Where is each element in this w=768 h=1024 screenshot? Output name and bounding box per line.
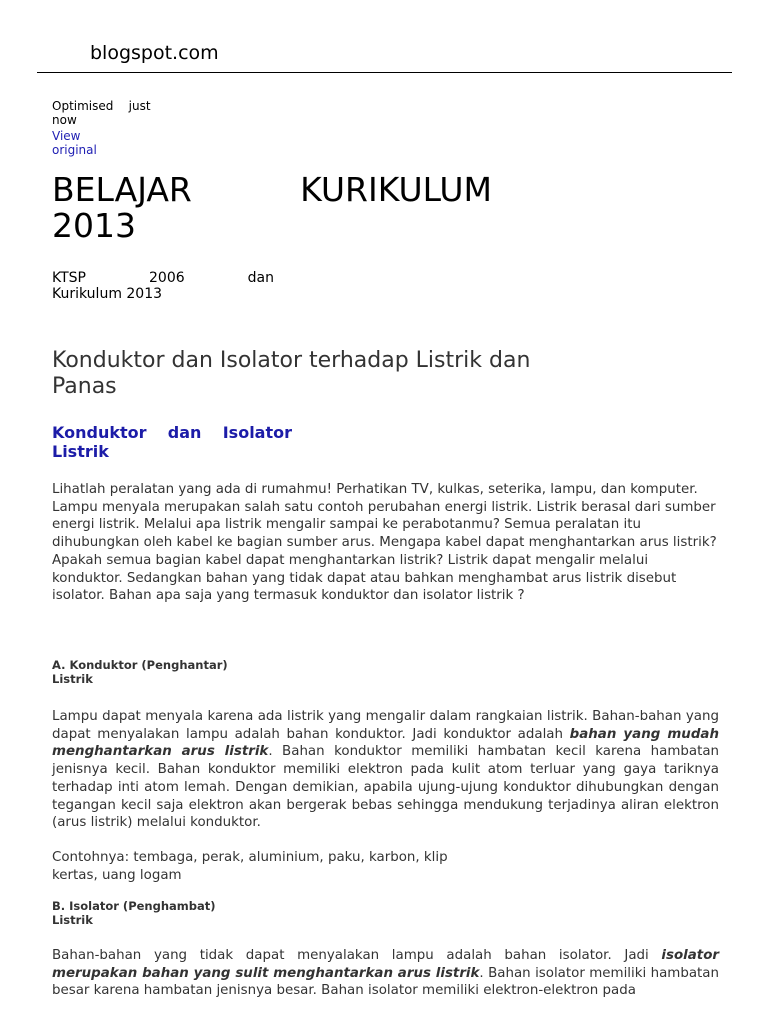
blog-title[interactable] — [52, 172, 492, 244]
blog-title-line2: 2013 — [52, 206, 136, 245]
post-title: Konduktor dan Isolator terhadap Listrik dan Panas — [52, 348, 531, 399]
konduktor-examples: Contohnya: tembaga, perak, aluminium, paku, karbon, klip kertas, uang logam — [52, 850, 448, 883]
isolator-text-1: Bahan-bahan yang tidak dapat menyalakan lampu adalah bahan isolator. Jadi — [52, 948, 662, 963]
konduktor-text-1: Lampu dapat menyala karena ada listrik yang mengalir dalam rangkaian listrik. Bahan-bahan yang dapat menyalakan lampu adalah bahan konduktor. Jadi konduktor adalah — [52, 709, 719, 742]
konduktor-definition: bahan yang mudah menghantarkan arus listrik — [52, 726, 719, 760]
view-original-link[interactable]: View original — [52, 129, 97, 157]
section-heading-line2: Listrik — [52, 442, 109, 461]
isolator-definition: isolator merupakan bahan yang sulit menghantarkan arus listrik — [52, 948, 719, 981]
optimised-time: just now — [52, 99, 151, 127]
konduktor-text-2: . Bahan konduktor memiliki hambatan kecil karena hambatan jenisnya kecil. Bahan konduktor memiliki elektron pada kulit atom terluar yang gaya tariknya terhadap inti atom lemah. Dengan demikian, apabila ujung-ujung konduktor dihubungkan dengan tegangan kecil saja elektron akan bergerak bebas sehingga mendukung terjadinya aliran elektron (arus listrik) melalui konduktor. — [52, 744, 720, 831]
blog-description — [52, 270, 274, 302]
subheading-konduktor — [52, 658, 252, 686]
konduktor-paragraph — [52, 708, 719, 832]
subheading-konduktor-line1: A. Konduktor (Penghantar) — [52, 658, 228, 672]
blog-description-line2: Kurikulum 2013 — [52, 286, 163, 302]
blog-description-line1: KTSP 2006 dan — [52, 270, 274, 286]
optimised-label: Optimised — [52, 99, 114, 113]
subheading-isolator — [52, 899, 242, 927]
blog-title-line1: BELAJAR KURIKULUM — [52, 170, 492, 209]
site-title[interactable]: blogspot.com — [90, 42, 219, 64]
isolator-text-2: . Bahan isolator memiliki hambatan besar karena hambatan jenisnya besar. Bahan isolator memiliki elektron-elektron pada — [52, 965, 719, 999]
subheading-isolator-line2: Listrik — [52, 913, 93, 927]
section-heading-line1: Konduktor dan Isolator — [52, 423, 292, 442]
isolator-paragraph — [52, 947, 719, 1000]
subheading-isolator-line1: B. Isolator (Penghambat) — [52, 899, 216, 913]
header-divider — [37, 72, 732, 73]
optimised-status — [52, 99, 172, 127]
subheading-konduktor-line2: Listrik — [52, 672, 93, 686]
intro-paragraph: Lihatlah peralatan yang ada di rumahmu! Perhatikan TV, kulkas, seterika, lampu, dan komputer. Lampu menyala merupakan salah satu contoh perubahan energi listrik. Listrik berasal dari sumber energi listrik. Melalui apa listrik mengalir sampai ke perabotanmu? Semua peralatan itu dihubungkan oleh kabel ke bagian sumber arus. Mengapa kabel dapat menghantarkan arus listrik? Apakah semua bagian kabel dapat menghantarkan listrik? Listrik dapat mengalir melalui konduktor. Sedangkan bahan yang tidak dapat atau bahkan menghambat arus listrik disebut isolator. Bahan apa saja yang termasuk konduktor dan isolator listrik ? — [52, 482, 717, 604]
section-heading — [52, 423, 292, 461]
